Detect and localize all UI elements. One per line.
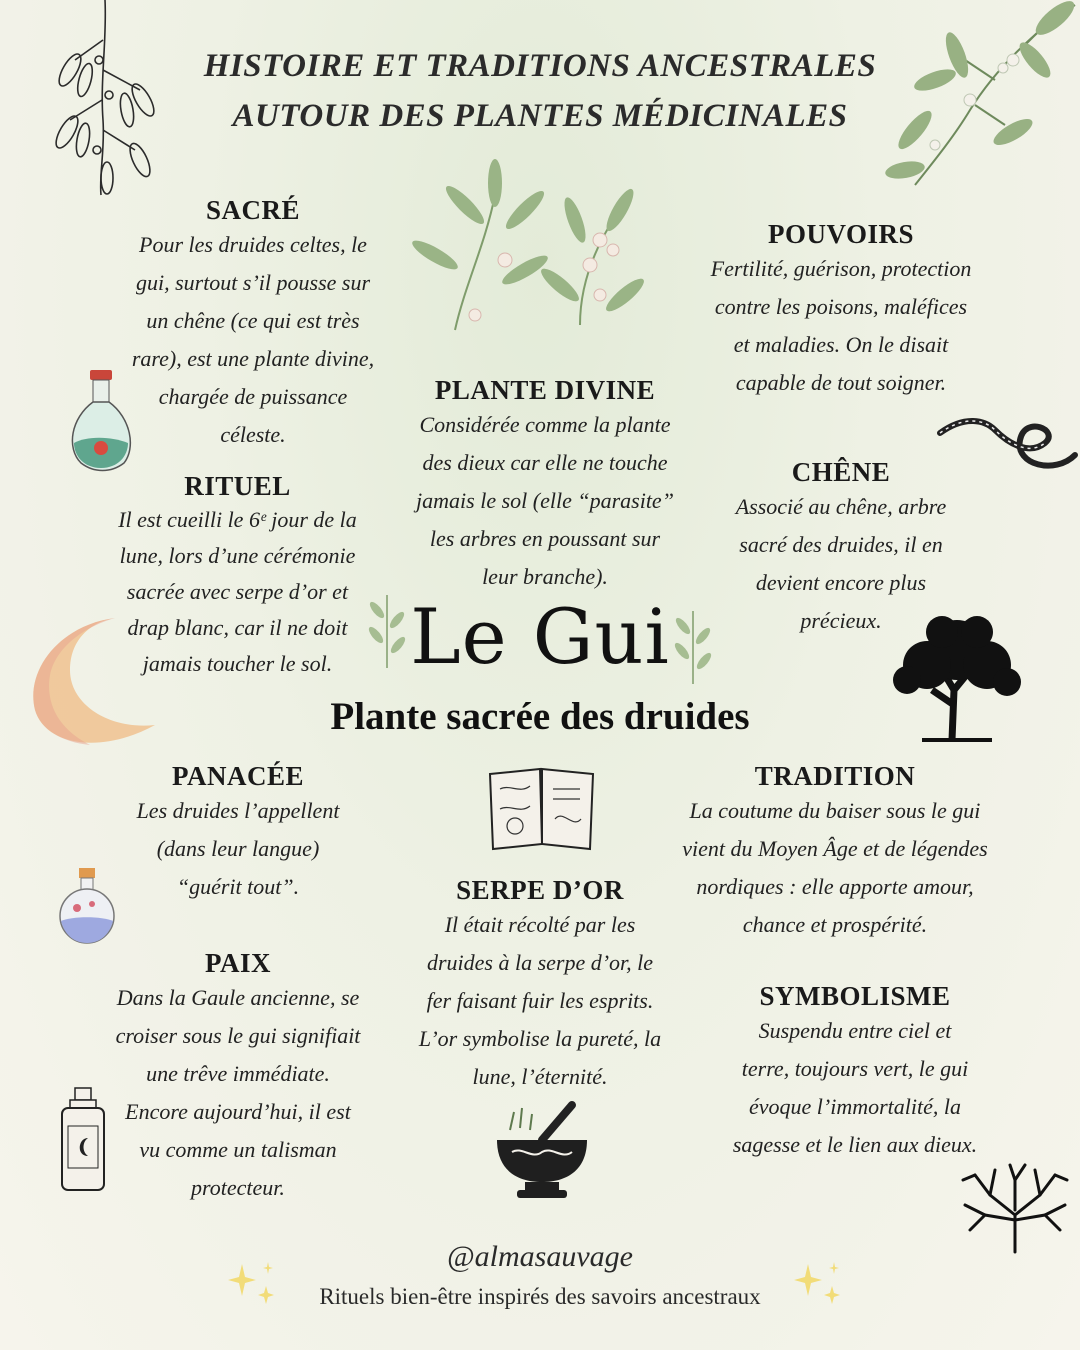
section-text: La coutume du baiser sous le gui vient du Moyen Âge et de légendes nordiques : elle apporte amour, chance et prospérité. [682,798,988,937]
tagline: Rituels bien-être inspirés des savoirs ancestraux [319,1284,761,1309]
section-heading: TRADITION [754,761,916,791]
section-heading: POUVOIRS [768,219,914,249]
section-text: Pour les druides celtes, le gui, surtout s’il pousse sur un chêne (ce qui est très rare), est une plante divine, chargée de puissance céleste. [131,232,375,447]
section-symbolisme [715,980,995,1164]
section-panacee [108,760,368,906]
main-title: Le Gui [410,592,670,681]
section-text: Les druides l’appellent (dans leur langue) “guérit tout”. [136,798,340,899]
open-book-icon [485,764,600,854]
section-text: Dans la Gaule ancienne, se croiser sous le gui signifiait une trêve immédiate. Encore aujourd’hui, il est vu comme un talisman protecteur. [115,985,361,1200]
header-line-2: AUTOUR DES PLANTES MÉDICINALES [232,98,848,134]
header-line-1: HISTOIRE ET TRADITIONS ANCESTRALES [203,48,877,84]
section-text: Associé au chêne, arbre sacré des druides, il en devient encore plus précieux. [735,494,947,633]
section-tradition [660,760,1010,944]
section-serpe-dor [395,874,685,1096]
section-heading: RITUEL [184,471,291,501]
main-subtitle: Plante sacrée des druides [330,695,750,738]
mistletoe-sprig-top-left-icon [55,0,165,200]
section-text: Suspendu entre ciel et terre, toujours vert, le gui évoque l’immortalité, la sagesse et le lien aux dieux. [732,1018,978,1157]
section-sacre [108,194,398,454]
mistletoe-branch-top-right-icon [875,0,1080,195]
section-heading: SYMBOLISME [759,981,951,1011]
section-text: Il était récolté par les druides à la serpe d’or, le fer faisant fuir les esprits. L’or symbolise la pureté, la lune, l’éternité. [418,912,662,1089]
social-handle: @almasauvage [447,1240,633,1273]
section-heading: CHÊNE [791,457,891,487]
mistletoe-center-icon [405,155,655,340]
section-text: Fertilité, guérison, protection contre les poisons, maléfices et maladies. On le disait capable de tout soigner. [710,256,972,395]
mortar-pestle-icon [492,1100,592,1202]
section-heading: PAIX [205,948,271,978]
section-heading: PANACÉE [171,761,304,791]
section-paix [100,947,376,1207]
section-pouvoirs [686,218,996,402]
section-plante-divine [395,374,695,596]
section-heading: SERPE D’OR [456,875,624,905]
section-heading: PLANTE DIVINE [434,375,656,405]
section-text: Il est cueilli le 6ᵉ jour de la lune, lors d’une cérémonie sacrée avec serpe d’or et drap blanc, car il ne doit jamais toucher le sol. [118,507,357,676]
section-text: Considérée comme la plante des dieux car elle ne touche jamais le sol (elle “parasite” les arbres en poussant sur leur branche). [416,412,674,589]
section-heading: SACRÉ [205,195,301,225]
